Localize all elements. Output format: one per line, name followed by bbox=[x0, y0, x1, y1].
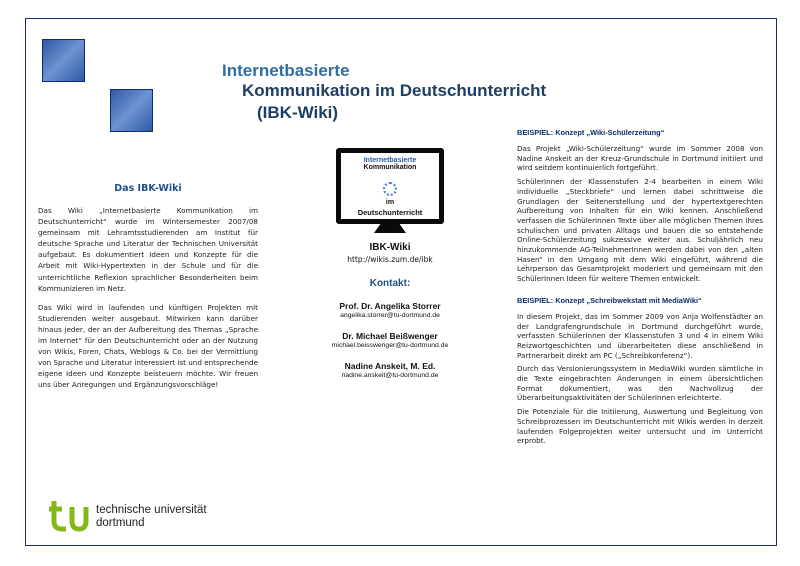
middle-column bbox=[310, 148, 470, 379]
wiki-url-link[interactable]: http://wikis.zum.de/ibk bbox=[347, 255, 433, 264]
monitor-stand bbox=[374, 224, 406, 233]
contact-email-1[interactable]: angelika.storrer@tu-dortmund.de bbox=[340, 312, 440, 319]
example2-paragraph-2: Durch das Versionierungssystem in MediaWiki wurden sämtliche in die Texte eingebrachten Änderungen in einem übersichtlichen Format dokumentiert, was den Nachvollzug der Überarbeitungsaktivitäten der SchülerInnen erleichterte. bbox=[517, 364, 763, 403]
example1-paragraph-2: SchülerInnen der Klassenstufen 2-4 bearbeiten in einem Wiki individuelle „Steckbriefe“ und lernen dabei schrittweise die Grundlagen der Seitenerstellung und der hypertextgerechten Aufbereitung von Inhalten für ein Wiki kennen. Anschließend verfassen die SchülerInnen Texte über alle möglichen Themen ihres schulischen und privaten Alltags und bauen die so entstehende Online-Schülerzeitung sukzessive weiter aus. Schuljährlich neu hinzukommende AG-TeilnehmerInnen werden dabei von den „alten Hasen“ in den Umgang mit dem Wiki eingeführt, während die Lehrperson das Gesamtprojekt moderiert und gemeinsam mit den SchülerInnen Ideen für weitere Themen entwickelt. bbox=[517, 177, 763, 284]
logo-text-line-1: technische universität bbox=[96, 504, 207, 516]
wiki-title: IBK-Wiki bbox=[369, 242, 411, 253]
right-column bbox=[517, 128, 763, 450]
contact-email-2[interactable]: michael.beisswenger@tu-dortmund.de bbox=[331, 342, 449, 349]
tu-dortmund-logo bbox=[48, 499, 248, 535]
contact-email-3[interactable]: nadine.anskeit@tu-dortmund.de bbox=[341, 372, 439, 379]
title-line-2: Kommunikation im Deutschunterricht bbox=[242, 81, 547, 100]
decorative-square-bottom bbox=[110, 89, 153, 132]
logo-text-line-2: dortmund bbox=[96, 517, 145, 529]
example1-heading: BEISPIEL: Konzept „Wiki-Schülerzeitung“ bbox=[517, 128, 665, 137]
monitor-text-3: im bbox=[385, 199, 395, 206]
monitor-text-4: Deutschunterricht bbox=[357, 208, 423, 217]
left-heading: Das IBK-Wiki bbox=[114, 183, 182, 194]
example2-paragraph-1: In diesem Projekt, das im Sommer 2009 von Anja Wolfenstädter an der Landgrafengrundschule in Dortmund durchgeführt wurde, verfassten SchülerInnen der Klassenstufen 3 und 4 in einem Wiki Reizwortgeschichten und überarbeiteten diese anschließend in Partnerarbeit direkt am PC („Schreibkonferenz“). bbox=[517, 311, 763, 360]
monitor-screen bbox=[336, 148, 444, 224]
contact-heading: Kontakt: bbox=[369, 278, 411, 289]
contact-name-1: Prof. Dr. Angelika Storrer bbox=[339, 301, 441, 311]
title-line-1: Internetbasierte bbox=[222, 61, 350, 80]
left-paragraph-1: Das Wiki „Internetbasierte Kommunikation im Deutschunterricht“ wurde im Wintersemester 2007/08 gemeinsam mit Lehramtsstudierenden am Institut für deutsche Sprache und Literatur der Technischen Universität aufgebaut. Es dokumentiert Ideen und Konzepte für die Arbeit mit Wiki-Hypertexten in der Schule und für die unterrichtliche Reflexion sprachlicher Besonderheiten beim Kommunizieren im Netz. bbox=[38, 206, 258, 293]
monitor-logo bbox=[336, 148, 444, 234]
decorative-square-top bbox=[42, 39, 85, 82]
title-line-3: (IBK-Wiki) bbox=[257, 103, 339, 122]
loading-circle-icon bbox=[383, 182, 397, 196]
monitor-text-1: Internetbasierte bbox=[363, 157, 417, 164]
tu-logo-icon bbox=[48, 499, 90, 533]
example2-heading: BEISPIEL: Konzept „Schreibwekstatt mit MediaWiki“ bbox=[517, 295, 702, 305]
contact-name-2: Dr. Michael Beißwenger bbox=[342, 331, 438, 341]
monitor-text-2: Kommunikation bbox=[363, 164, 417, 171]
left-paragraph-2: Das Wiki wird in laufenden und künftigen Projekten mit Studierenden weiter ausgebaut. Mitwirken kann darüber hinaus jeder, der an der Aufbereitung des Themas „Sprache im Internet“ für den Deutschunterricht oder an der Nutzung von Wikis, Foren, Chats, Weblogs & Co. bei der Vermittlung von Sprache und Literatur interessiert ist und entsprechende eigene Ideen und Konzepte beisteuern möchte. Wir freuen uns über Anregungen und Ergänzungsvorschläge! bbox=[38, 302, 258, 390]
example2-paragraph-3: Die Potenziale für die Initiierung, Auswertung und Begleitung von Schreibprozessen im Deutschunterricht mit Wikis werden in derzeit laufenden Folgeprojekten weiter untersucht und im Unterricht erprobt. bbox=[517, 407, 763, 446]
contact-name-3: Nadine Anskeit, M. Ed. bbox=[344, 361, 436, 371]
left-column bbox=[38, 183, 258, 399]
example1-paragraph-1: Das Projekt „Wiki-Schülerzeitung“ wurde im Sommer 2008 von Nadine Anskeit an der Kreuz-Grundschule in Dortmund initiiert und wird seitdem kontinuierlich fortgeführt. bbox=[517, 144, 763, 173]
